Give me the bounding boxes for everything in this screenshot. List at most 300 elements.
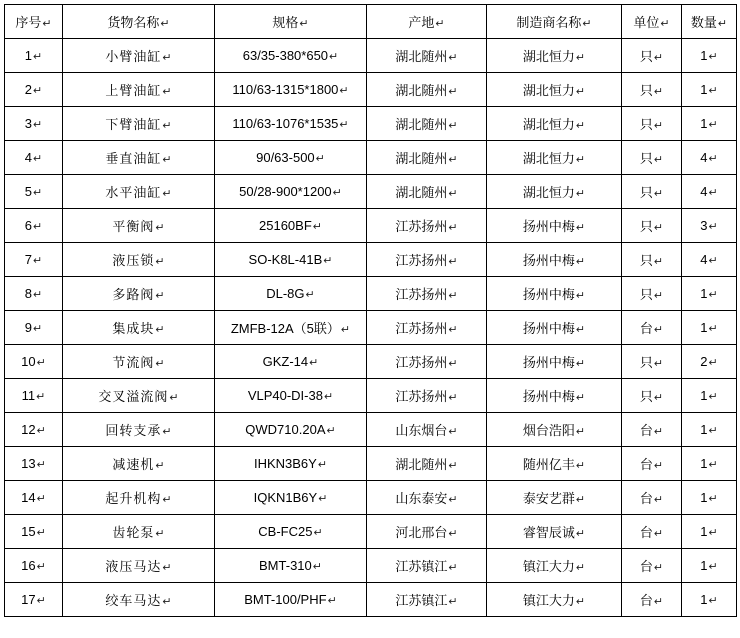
- cell-origin: [367, 583, 487, 617]
- column-header-spec: [215, 5, 367, 39]
- cell-unit: [622, 447, 682, 481]
- paragraph-mark: ↵: [575, 290, 586, 302]
- cell-maker: [487, 379, 622, 413]
- cell-spec-text: BMT-310: [259, 558, 312, 573]
- cell-origin-text: 山东烟台: [395, 423, 448, 438]
- paragraph-mark: ↵: [448, 324, 458, 336]
- paragraph-mark: ↵: [162, 154, 172, 166]
- cell-unit-text: 只: [639, 151, 653, 166]
- cell-spec-text: ZMFB-12A（5联）: [230, 321, 340, 336]
- cell-name-text: 多路阀: [112, 287, 155, 302]
- cell-name-text: 液压锁: [112, 253, 155, 268]
- cell-maker: [487, 413, 622, 447]
- paragraph-mark: ↵: [317, 459, 328, 471]
- cell-qty: [682, 107, 737, 141]
- column-header-spec-label: 规格: [272, 15, 299, 30]
- paragraph-mark: ↵: [315, 153, 325, 165]
- cell-unit: [622, 243, 682, 277]
- paragraph-mark: ↵: [309, 357, 319, 369]
- cell-maker-text: 泰安艺群: [522, 491, 575, 506]
- cell-name-text: 小臂油缸: [105, 49, 162, 64]
- column-header-unit: [622, 5, 682, 39]
- paragraph-mark: ↵: [162, 562, 172, 574]
- cell-no: [5, 175, 63, 209]
- cell-origin: [367, 345, 487, 379]
- cell-unit-text: 只: [639, 389, 653, 404]
- cell-qty: [682, 243, 737, 277]
- table-row: [5, 549, 737, 583]
- cell-no: [5, 413, 63, 447]
- cell-name-text: 节流阀: [112, 355, 155, 370]
- cell-name: [63, 141, 215, 175]
- cell-maker-text: 湖北恒力: [522, 117, 575, 132]
- paragraph-mark: ↵: [323, 255, 333, 267]
- cell-origin: [367, 379, 487, 413]
- paragraph-mark: ↵: [448, 222, 458, 234]
- cell-spec: [215, 311, 367, 345]
- cell-origin: [367, 209, 487, 243]
- cell-maker-text: 扬州中梅: [522, 287, 575, 302]
- paragraph-mark: ↵: [326, 425, 336, 437]
- cell-maker-text: 睿智辰诚: [522, 525, 575, 540]
- paragraph-mark: ↵: [653, 188, 664, 200]
- cell-no: [5, 549, 63, 583]
- paragraph-mark: ↵: [312, 561, 322, 573]
- cell-no-text: 1: [24, 48, 32, 63]
- cell-unit-text: 台: [639, 423, 653, 438]
- cell-no-text: 3: [24, 116, 32, 131]
- cell-no: [5, 39, 63, 73]
- cell-unit: [622, 175, 682, 209]
- paragraph-mark: ↵: [329, 51, 339, 63]
- cell-origin: [367, 107, 487, 141]
- cell-origin-text: 江苏扬州: [395, 321, 448, 336]
- cell-origin: [367, 73, 487, 107]
- paragraph-mark: ↵: [36, 459, 46, 471]
- cell-unit-text: 台: [639, 457, 653, 472]
- paragraph-mark: ↵: [448, 392, 458, 404]
- paragraph-mark: ↵: [575, 426, 586, 438]
- paragraph-mark: ↵: [33, 51, 43, 63]
- paragraph-mark: ↵: [653, 324, 664, 336]
- cell-origin: [367, 311, 487, 345]
- paragraph-mark: ↵: [708, 527, 718, 539]
- cell-origin-text: 江苏扬州: [395, 355, 448, 370]
- cell-name-text: 起升机构: [105, 491, 162, 506]
- paragraph-mark: ↵: [653, 596, 664, 608]
- cell-qty-text: 4: [700, 184, 708, 199]
- paragraph-mark: ↵: [169, 392, 179, 404]
- cell-qty-text: 1: [700, 592, 708, 607]
- cell-qty: [682, 481, 737, 515]
- cell-maker: [487, 549, 622, 583]
- cell-maker: [487, 311, 622, 345]
- cell-no: [5, 583, 63, 617]
- cell-origin: [367, 277, 487, 311]
- cell-qty: [682, 73, 737, 107]
- paragraph-mark: ↵: [653, 426, 664, 438]
- paragraph-mark: ↵: [653, 460, 664, 472]
- cell-spec: [215, 515, 367, 549]
- paragraph-mark: ↵: [33, 153, 43, 165]
- paragraph-mark: ↵: [332, 187, 342, 199]
- cell-name: [63, 515, 215, 549]
- cell-name: [63, 243, 215, 277]
- cell-name-text: 上臂油缸: [105, 83, 162, 98]
- paragraph-mark: ↵: [162, 120, 172, 132]
- cell-spec-text: BMT-100/PHF: [244, 592, 327, 607]
- paragraph-mark: ↵: [575, 324, 586, 336]
- cell-unit: [622, 73, 682, 107]
- cell-spec: [215, 447, 367, 481]
- cell-qty: [682, 583, 737, 617]
- column-header-qty-label: 数量: [690, 15, 717, 30]
- cell-unit-text: 只: [639, 49, 653, 64]
- paragraph-mark: ↵: [575, 52, 586, 64]
- paragraph-mark: ↵: [36, 493, 46, 505]
- paragraph-mark: ↵: [42, 18, 52, 30]
- paragraph-mark: ↵: [448, 596, 458, 608]
- table-row: [5, 379, 737, 413]
- cell-maker: [487, 481, 622, 515]
- paragraph-mark: ↵: [448, 120, 458, 132]
- cell-name-text: 齿轮泵: [112, 525, 155, 540]
- cell-spec: [215, 107, 367, 141]
- cell-name: [63, 413, 215, 447]
- cell-unit: [622, 345, 682, 379]
- cell-qty-text: 1: [700, 82, 708, 97]
- cell-origin-text: 湖北随州: [395, 83, 448, 98]
- paragraph-mark: ↵: [339, 119, 349, 131]
- paragraph-mark: ↵: [653, 52, 664, 64]
- cell-qty-text: 1: [700, 48, 708, 63]
- cell-maker: [487, 277, 622, 311]
- paragraph-mark: ↵: [708, 595, 718, 607]
- cell-no: [5, 481, 63, 515]
- cell-name-text: 平衡阀: [112, 219, 155, 234]
- cell-name-text: 下臂油缸: [105, 117, 162, 132]
- paragraph-mark: ↵: [36, 595, 46, 607]
- paragraph-mark: ↵: [708, 323, 718, 335]
- cell-unit-text: 台: [639, 321, 653, 336]
- cell-qty: [682, 141, 737, 175]
- cell-origin-text: 山东泰安: [395, 491, 448, 506]
- paragraph-mark: ↵: [313, 527, 323, 539]
- paragraph-mark: ↵: [33, 255, 43, 267]
- cell-name: [63, 107, 215, 141]
- paragraph-mark: ↵: [162, 494, 172, 506]
- cell-origin: [367, 243, 487, 277]
- cell-no: [5, 311, 63, 345]
- cell-no-text: 10: [21, 354, 36, 369]
- cell-no-text: 12: [21, 422, 36, 437]
- paragraph-mark: ↵: [435, 18, 445, 30]
- cell-unit-text: 台: [639, 491, 653, 506]
- cell-qty-text: 1: [700, 116, 708, 131]
- cell-name: [63, 345, 215, 379]
- cell-unit: [622, 209, 682, 243]
- cell-qty-text: 1: [700, 320, 708, 335]
- paragraph-mark: ↵: [708, 153, 718, 165]
- cell-spec-text: 50/28-900*1200: [239, 184, 332, 199]
- cell-origin: [367, 413, 487, 447]
- cell-no-text: 16: [21, 558, 36, 573]
- cell-qty-text: 1: [700, 524, 708, 539]
- paragraph-mark: ↵: [575, 86, 586, 98]
- paragraph-mark: ↵: [708, 51, 718, 63]
- cell-no-text: 2: [24, 82, 32, 97]
- cell-unit: [622, 481, 682, 515]
- cell-origin-text: 湖北随州: [395, 457, 448, 472]
- table-row: [5, 73, 737, 107]
- paragraph-mark: ↵: [162, 426, 172, 438]
- cell-no-text: 17: [21, 592, 36, 607]
- paragraph-mark: ↵: [575, 596, 586, 608]
- paragraph-mark: ↵: [339, 85, 349, 97]
- paragraph-mark: ↵: [36, 391, 46, 403]
- table-row: [5, 515, 737, 549]
- cell-origin-text: 河北邢台: [395, 525, 448, 540]
- cell-spec-text: GKZ-14: [262, 354, 309, 369]
- cell-qty: [682, 515, 737, 549]
- cell-spec-text: VLP40-DI-38: [247, 388, 323, 403]
- cell-name: [63, 549, 215, 583]
- table-row: [5, 141, 737, 175]
- cell-name-text: 水平油缸: [105, 185, 162, 200]
- paragraph-mark: ↵: [162, 86, 172, 98]
- cell-unit: [622, 311, 682, 345]
- cell-qty-text: 1: [700, 456, 708, 471]
- paragraph-mark: ↵: [660, 18, 670, 30]
- cell-spec-text: CB-FC25: [258, 524, 313, 539]
- cell-spec: [215, 175, 367, 209]
- cell-qty-text: 1: [700, 558, 708, 573]
- cell-origin-text: 江苏扬州: [395, 253, 448, 268]
- column-header-origin: [367, 5, 487, 39]
- cell-spec: [215, 549, 367, 583]
- cell-qty-text: 1: [700, 388, 708, 403]
- cell-origin-text: 江苏扬州: [395, 389, 448, 404]
- paragraph-mark: ↵: [323, 391, 334, 403]
- column-header-no-label: 序号: [15, 15, 42, 30]
- cell-origin-text: 湖北随州: [395, 151, 448, 166]
- cell-qty: [682, 277, 737, 311]
- paragraph-mark: ↵: [575, 222, 586, 234]
- cell-name-text: 交叉溢流阀: [98, 389, 169, 404]
- cell-no-text: 14: [21, 490, 36, 505]
- paragraph-mark: ↵: [708, 255, 718, 267]
- cell-qty-text: 1: [700, 286, 708, 301]
- cell-unit-text: 只: [639, 83, 653, 98]
- paragraph-mark: ↵: [708, 459, 718, 471]
- paragraph-mark: ↵: [575, 358, 586, 370]
- cell-maker-text: 烟台浩阳: [522, 423, 575, 438]
- cell-unit: [622, 107, 682, 141]
- paragraph-mark: ↵: [299, 18, 309, 30]
- cell-spec-text: IHKN3B6Y: [253, 456, 317, 471]
- cell-name: [63, 379, 215, 413]
- cell-name: [63, 175, 215, 209]
- paragraph-mark: ↵: [575, 528, 586, 540]
- cell-spec-text: 25160BF: [259, 218, 312, 233]
- cell-origin: [367, 549, 487, 583]
- paragraph-mark: ↵: [575, 562, 586, 574]
- cell-unit-text: 只: [639, 219, 653, 234]
- cell-no-text: 15: [21, 524, 36, 539]
- cell-spec-text: DL-8G: [266, 286, 305, 301]
- cell-unit: [622, 379, 682, 413]
- cell-unit-text: 台: [639, 559, 653, 574]
- paragraph-mark: ↵: [653, 154, 664, 166]
- cell-spec: [215, 209, 367, 243]
- cell-spec-text: 110/63-1076*1535: [232, 116, 339, 131]
- cell-name: [63, 481, 215, 515]
- paragraph-mark: ↵: [312, 221, 322, 233]
- paragraph-mark: ↵: [327, 595, 337, 607]
- paragraph-mark: ↵: [36, 357, 46, 369]
- cell-no-text: 7: [24, 252, 32, 267]
- paragraph-mark: ↵: [448, 358, 458, 370]
- cell-no-text: 11: [21, 388, 36, 403]
- cell-origin: [367, 515, 487, 549]
- cell-qty-text: 1: [700, 422, 708, 437]
- table-row: [5, 345, 737, 379]
- paragraph-mark: ↵: [653, 528, 664, 540]
- cell-no: [5, 209, 63, 243]
- paragraph-mark: ↵: [708, 187, 718, 199]
- paragraph-mark: ↵: [160, 18, 170, 30]
- cell-name-text: 垂直油缸: [105, 151, 162, 166]
- cell-spec: [215, 481, 367, 515]
- paragraph-mark: ↵: [575, 460, 586, 472]
- cell-no-text: 4: [24, 150, 32, 165]
- cell-unit: [622, 141, 682, 175]
- paragraph-mark: ↵: [575, 392, 586, 404]
- cell-maker: [487, 515, 622, 549]
- cell-maker-text: 湖北恒力: [522, 83, 575, 98]
- cell-origin: [367, 141, 487, 175]
- paragraph-mark: ↵: [653, 562, 664, 574]
- cell-spec: [215, 243, 367, 277]
- column-header-unit-label: 单位: [633, 15, 660, 30]
- paragraph-mark: ↵: [708, 561, 718, 573]
- goods-table: [4, 4, 737, 617]
- cell-spec-text: 90/63-500: [256, 150, 315, 165]
- cell-qty: [682, 447, 737, 481]
- cell-maker: [487, 73, 622, 107]
- cell-spec-text: QWD710.20A: [245, 422, 326, 437]
- cell-no: [5, 107, 63, 141]
- paragraph-mark: ↵: [575, 188, 586, 200]
- cell-name: [63, 209, 215, 243]
- paragraph-mark: ↵: [653, 222, 664, 234]
- cell-maker: [487, 175, 622, 209]
- cell-qty: [682, 549, 737, 583]
- paragraph-mark: ↵: [448, 426, 458, 438]
- paragraph-mark: ↵: [708, 391, 718, 403]
- cell-no-text: 9: [24, 320, 32, 335]
- cell-no: [5, 141, 63, 175]
- cell-spec: [215, 413, 367, 447]
- cell-unit-text: 只: [639, 185, 653, 200]
- cell-no: [5, 515, 63, 549]
- cell-maker: [487, 141, 622, 175]
- cell-name-text: 集成块: [112, 321, 155, 336]
- cell-qty: [682, 175, 737, 209]
- cell-unit-text: 台: [639, 593, 653, 608]
- paragraph-mark: ↵: [33, 323, 43, 335]
- paragraph-mark: ↵: [155, 460, 165, 472]
- cell-origin-text: 湖北随州: [395, 117, 448, 132]
- cell-unit-text: 只: [639, 117, 653, 132]
- paragraph-mark: ↵: [448, 256, 458, 268]
- paragraph-mark: ↵: [708, 425, 718, 437]
- cell-unit: [622, 515, 682, 549]
- paragraph-mark: ↵: [708, 357, 718, 369]
- cell-name-text: 减速机: [112, 457, 155, 472]
- cell-maker-text: 扬州中梅: [522, 321, 575, 336]
- cell-spec: [215, 39, 367, 73]
- cell-no-text: 5: [24, 184, 32, 199]
- cell-origin-text: 湖北随州: [395, 185, 448, 200]
- paragraph-mark: ↵: [653, 494, 664, 506]
- paragraph-mark: ↵: [33, 289, 43, 301]
- cell-origin: [367, 481, 487, 515]
- cell-qty: [682, 413, 737, 447]
- cell-no: [5, 73, 63, 107]
- cell-maker: [487, 107, 622, 141]
- cell-unit: [622, 277, 682, 311]
- cell-maker-text: 扬州中梅: [522, 253, 575, 268]
- cell-spec-text: 63/35-380*650: [242, 48, 329, 63]
- paragraph-mark: ↵: [162, 596, 172, 608]
- table-row: [5, 39, 737, 73]
- cell-origin: [367, 447, 487, 481]
- paragraph-mark: ↵: [448, 290, 458, 302]
- column-header-name: [63, 5, 215, 39]
- cell-qty: [682, 345, 737, 379]
- cell-maker-text: 湖北恒力: [522, 185, 575, 200]
- table-row: [5, 311, 737, 345]
- cell-origin: [367, 39, 487, 73]
- cell-spec: [215, 73, 367, 107]
- cell-no-text: 6: [24, 218, 32, 233]
- paragraph-mark: ↵: [653, 256, 664, 268]
- cell-unit-text: 台: [639, 525, 653, 540]
- paragraph-mark: ↵: [33, 187, 43, 199]
- cell-spec-text: IQKN1B6Y: [253, 490, 318, 505]
- paragraph-mark: ↵: [448, 562, 458, 574]
- table-row: [5, 447, 737, 481]
- cell-maker: [487, 39, 622, 73]
- paragraph-mark: ↵: [448, 154, 458, 166]
- cell-name-text: 回转支承: [105, 423, 162, 438]
- paragraph-mark: ↵: [575, 494, 586, 506]
- table-row: [5, 107, 737, 141]
- paragraph-mark: ↵: [708, 119, 718, 131]
- table-row: [5, 243, 737, 277]
- cell-origin-text: 湖北随州: [395, 49, 448, 64]
- paragraph-mark: ↵: [36, 425, 46, 437]
- cell-name: [63, 39, 215, 73]
- paragraph-mark: ↵: [653, 120, 664, 132]
- cell-origin-text: 江苏镇江: [395, 559, 448, 574]
- cell-maker-text: 随州亿丰: [522, 457, 575, 472]
- cell-qty-text: 4: [700, 150, 708, 165]
- cell-maker-text: 扬州中梅: [522, 389, 575, 404]
- cell-name-text: 液压马达: [105, 559, 162, 574]
- cell-unit-text: 只: [639, 355, 653, 370]
